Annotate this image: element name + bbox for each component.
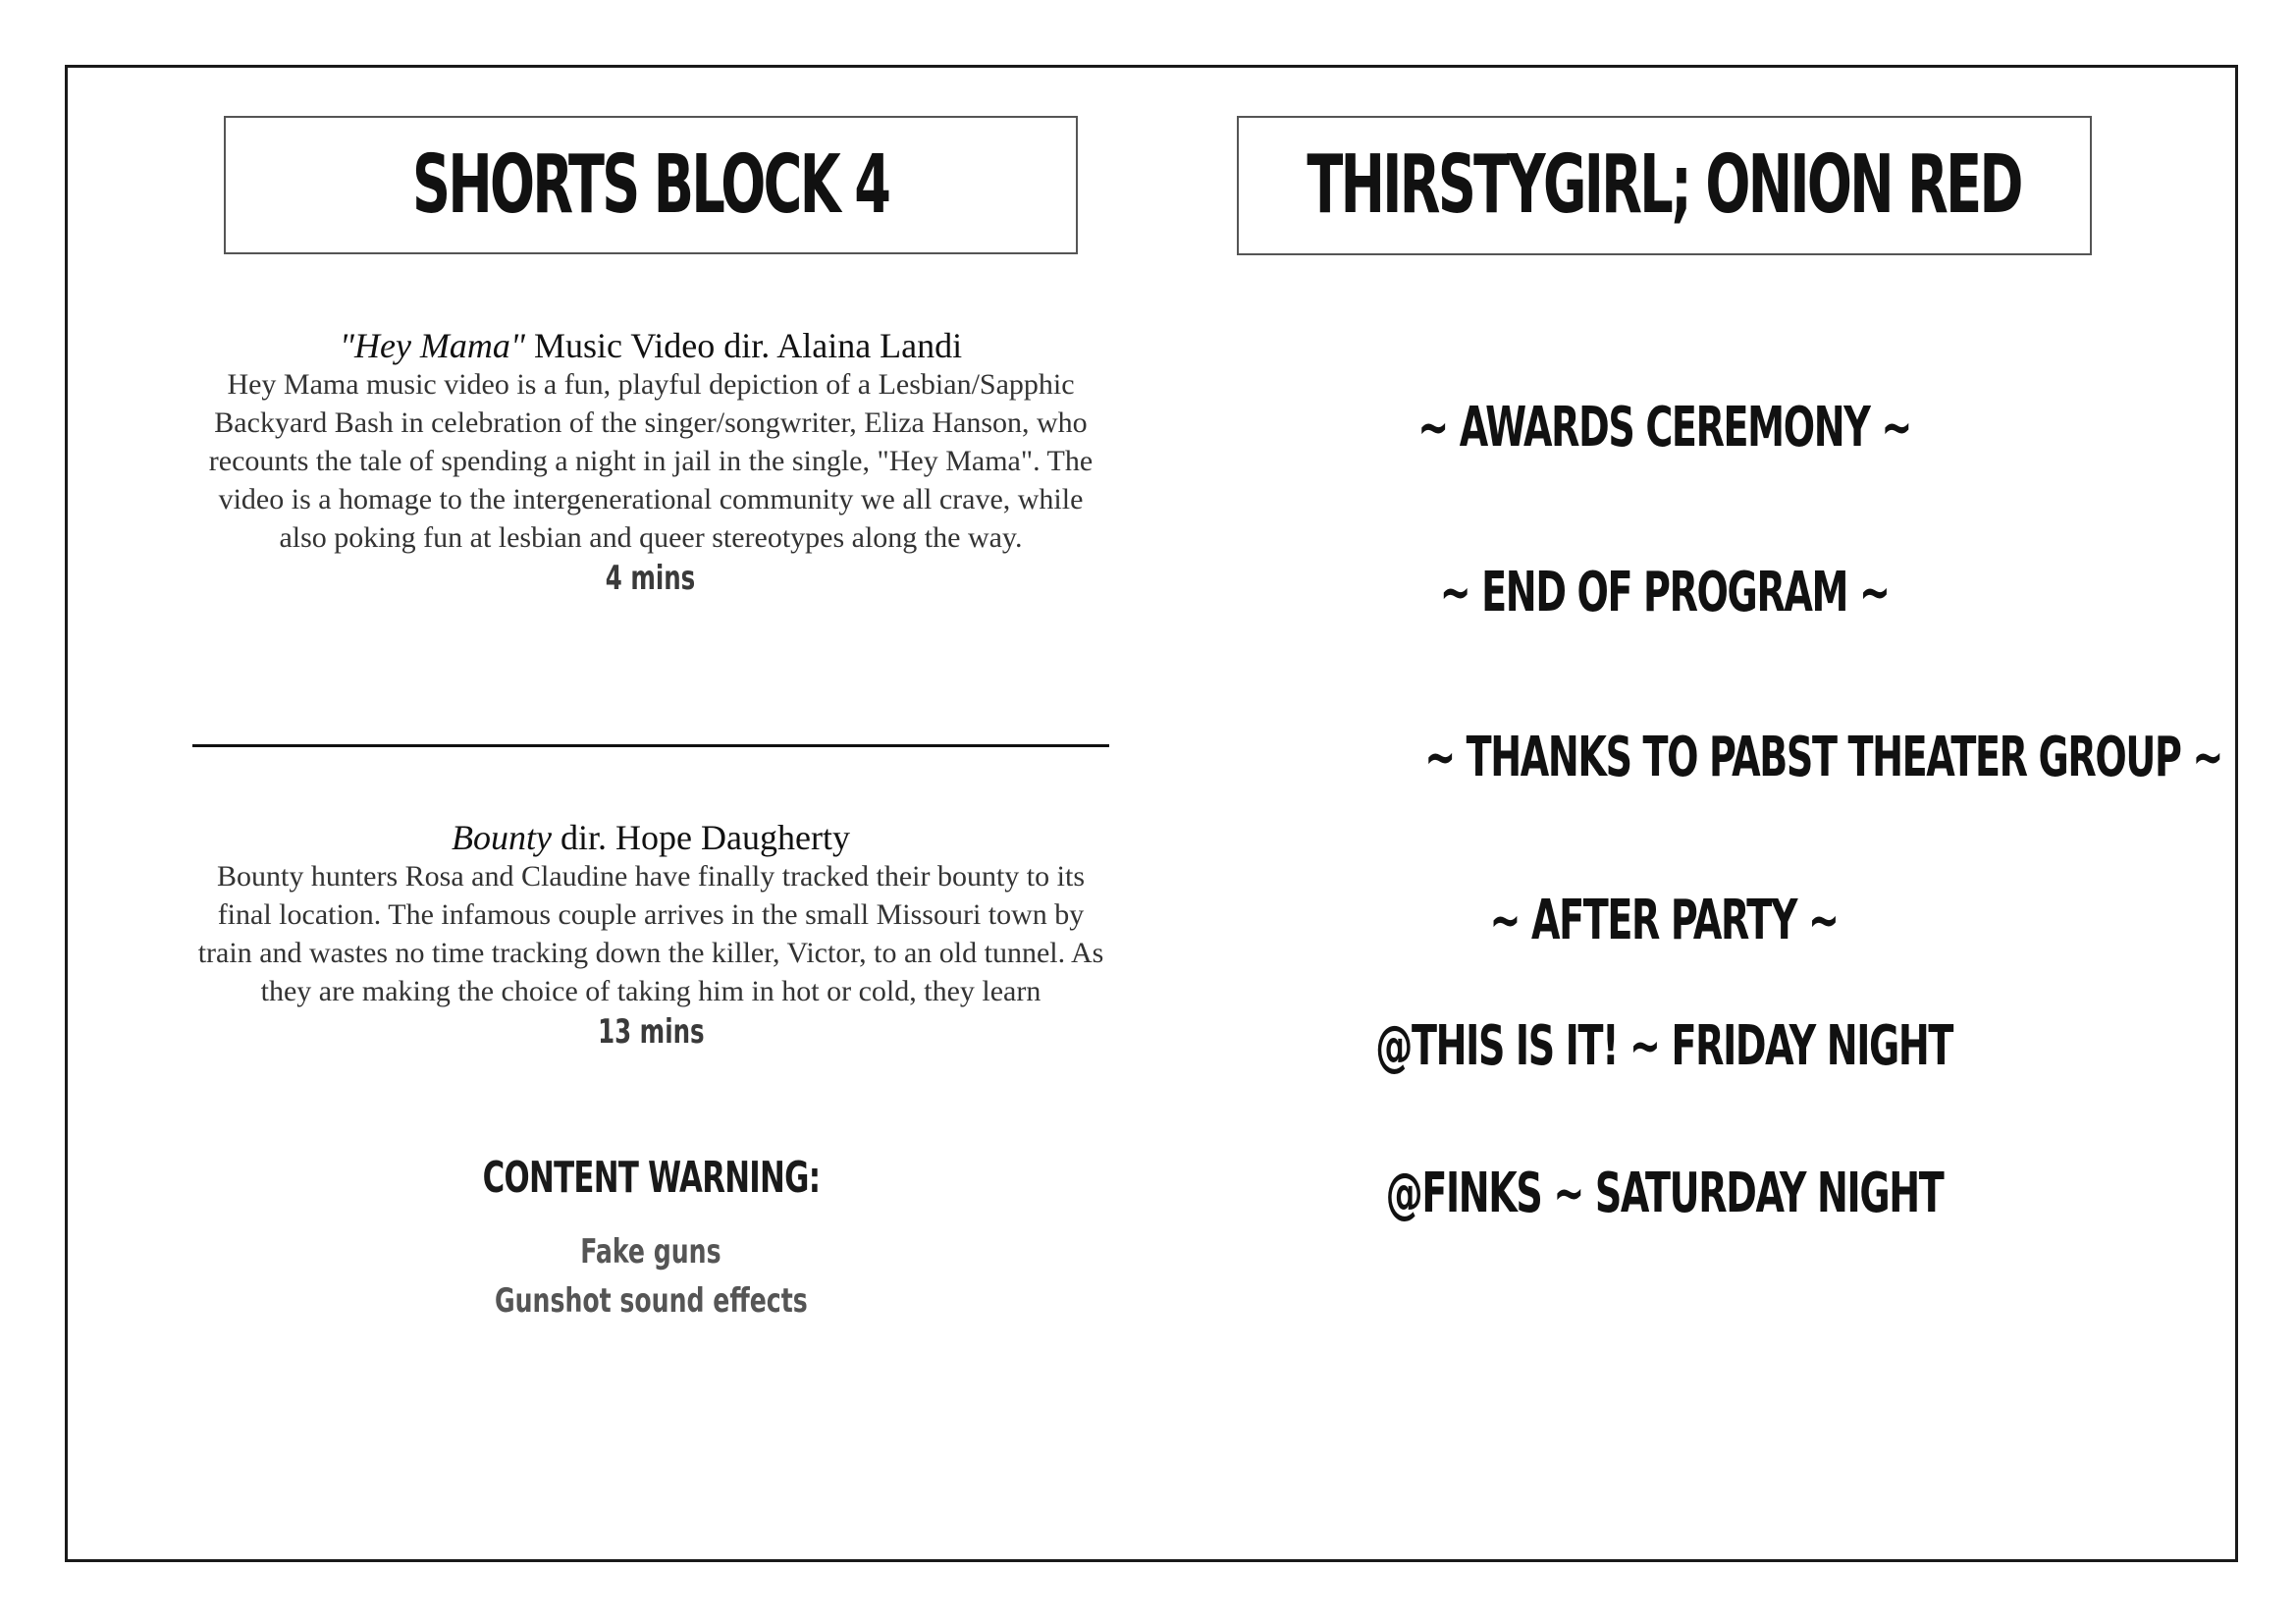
content-warning-item: Fake guns	[580, 1232, 721, 1272]
program-line-end	[1237, 561, 2092, 624]
left-title-box	[224, 116, 1078, 254]
program-line-text: @THIS IS IT! ~ FRIDAY NIGHT	[1375, 1014, 1953, 1078]
content-warning-heading: CONTENT WARNING:	[482, 1153, 820, 1203]
program-line-text: ~ THANKS TO PABST THEATER GROUP ~	[1424, 726, 2222, 789]
film-hey-mama-credit: Music Video dir. Alaina Landi	[525, 326, 963, 365]
program-line-after-party	[1237, 889, 2092, 952]
program-line-text: ~ END OF PROGRAM ~	[1439, 561, 1890, 624]
film-bounty-description: Bounty hunters Rosa and Claudine have finally tracked their bounty to its final location. The infamous couple arrives in the small Missouri town by train and wastes no time tracking down the killer, Victor, to an old tunnel. As they are making the choice of taking him in hot or cold, they learn	[197, 860, 1104, 1007]
film-bounty	[194, 818, 1107, 1054]
program-line-awards	[1237, 396, 2092, 460]
film-bounty-runtime: 13 mins	[597, 1012, 705, 1052]
program-line-saturday	[1237, 1162, 2092, 1225]
content-warning	[194, 1153, 1107, 1203]
film-hey-mama-runtime: 4 mins	[606, 559, 696, 598]
program-line-text: @FINKS ~ SATURDAY NIGHT	[1385, 1162, 1944, 1225]
film-hey-mama	[194, 326, 1107, 600]
content-warning-list	[194, 1227, 1107, 1326]
film-hey-mama-title: "Hey Mama"	[339, 326, 526, 365]
film-hey-mama-description: Hey Mama music video is a fun, playful depiction of a Lesbian/Sapphic Backyard Bash in celebration of the singer/songwriter, Eliza Hanson, who recounts the tale of spending a night in jail in the single, "Hey Mama". The video is a homage to the intergenerational community we all crave, while also poking fun at lesbian and queer stereotypes along the way.	[208, 368, 1094, 554]
program-line-text: ~ AWARDS CEREMONY ~	[1417, 396, 1911, 460]
section-divider	[192, 744, 1109, 747]
film-bounty-title: Bounty	[452, 818, 553, 857]
right-title: THIRSTYGIRL; ONION RED	[1307, 138, 2022, 232]
list-item	[194, 1276, 1107, 1326]
film-bounty-heading	[194, 818, 1107, 857]
film-bounty-credit: dir. Hope Daugherty	[552, 818, 850, 857]
content-warning-item: Gunshot sound effects	[494, 1281, 808, 1321]
program-line-friday	[1237, 1014, 2092, 1078]
film-hey-mama-heading	[194, 326, 1107, 365]
left-title: SHORTS BLOCK 4	[412, 137, 889, 232]
program-line-thanks	[1237, 726, 2222, 789]
right-title-box	[1237, 116, 2092, 255]
program-line-text: ~ AFTER PARTY ~	[1489, 889, 1840, 952]
list-item	[194, 1227, 1107, 1276]
page-border	[65, 65, 2238, 1562]
